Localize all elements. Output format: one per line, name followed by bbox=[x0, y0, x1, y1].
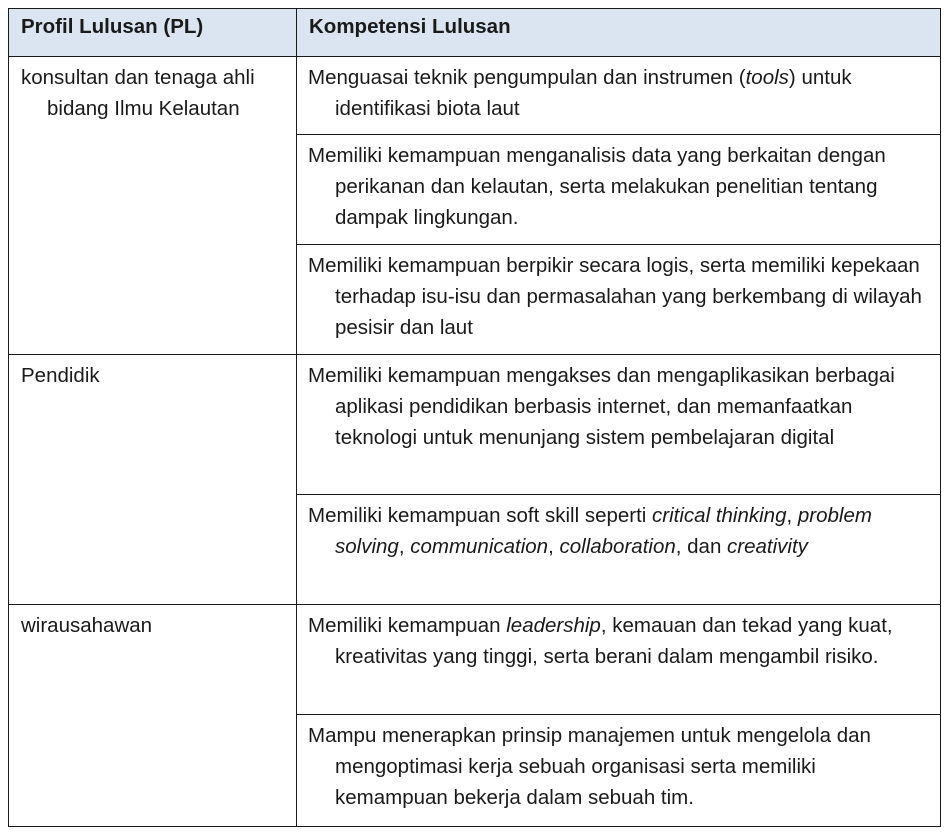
header-profil-lulusan: Profil Lulusan (PL) bbox=[9, 9, 297, 57]
competency-cell bbox=[297, 715, 941, 827]
table-row bbox=[9, 605, 941, 715]
competency-text: Memiliki kemampuan berpikir secara logis, serta memiliki kepekaan terhadap isu-isu dan permasalahan yang berkembang di wilayah pesisir dan laut bbox=[308, 254, 922, 339]
competency-cell bbox=[297, 135, 941, 245]
competency-text: Memiliki kemampuan soft skill seperti critical thinking, problem solving, communication, collaboration, dan creativity bbox=[308, 504, 872, 558]
table-row bbox=[9, 355, 941, 495]
competency-cell bbox=[297, 605, 941, 715]
competency-text: Memiliki kemampuan leadership, kemauan dan tekad yang kuat, kreativitas yang tinggi, serta berani dalam mengambil risiko. bbox=[308, 614, 893, 668]
competency-cell bbox=[297, 57, 941, 135]
profile-cell-wirausahawan bbox=[9, 605, 297, 827]
competency-text: Menguasai teknik pengumpulan dan instrumen (tools) untuk identifikasi biota laut bbox=[308, 66, 852, 120]
competency-cell bbox=[297, 355, 941, 495]
table-header-row bbox=[9, 9, 941, 57]
competency-text: Mampu menerapkan prinsip manajemen untuk mengelola dan mengoptimasi kerja sebuah organisasi serta memiliki kemampuan bekerja dalam sebuah tim. bbox=[308, 724, 871, 809]
competency-text: Memiliki kemampuan menganalisis data yang berkaitan dengan perikanan dan kelautan, serta melakukan penelitian tentang dampak lingkungan. bbox=[308, 144, 886, 229]
profile-cell-pendidik bbox=[9, 355, 297, 605]
competency-text: Memiliki kemampuan mengakses dan mengaplikasikan berbagai aplikasi pendidikan berbasis internet, dan memanfaatkan teknologi untuk menunjang sistem pembelajaran digital bbox=[308, 364, 895, 449]
profile-cell-konsultan bbox=[9, 57, 297, 355]
competency-cell bbox=[297, 245, 941, 355]
profile-label: wirausahawan bbox=[21, 614, 153, 637]
competency-table bbox=[8, 8, 941, 827]
profile-label: konsultan dan tenaga ahli bidang Ilmu Kelautan bbox=[21, 66, 255, 120]
profile-label: Pendidik bbox=[21, 364, 100, 387]
table-row bbox=[9, 57, 941, 135]
competency-cell bbox=[297, 495, 941, 605]
header-kompetensi-lulusan: Kompetensi Lulusan bbox=[297, 9, 941, 57]
